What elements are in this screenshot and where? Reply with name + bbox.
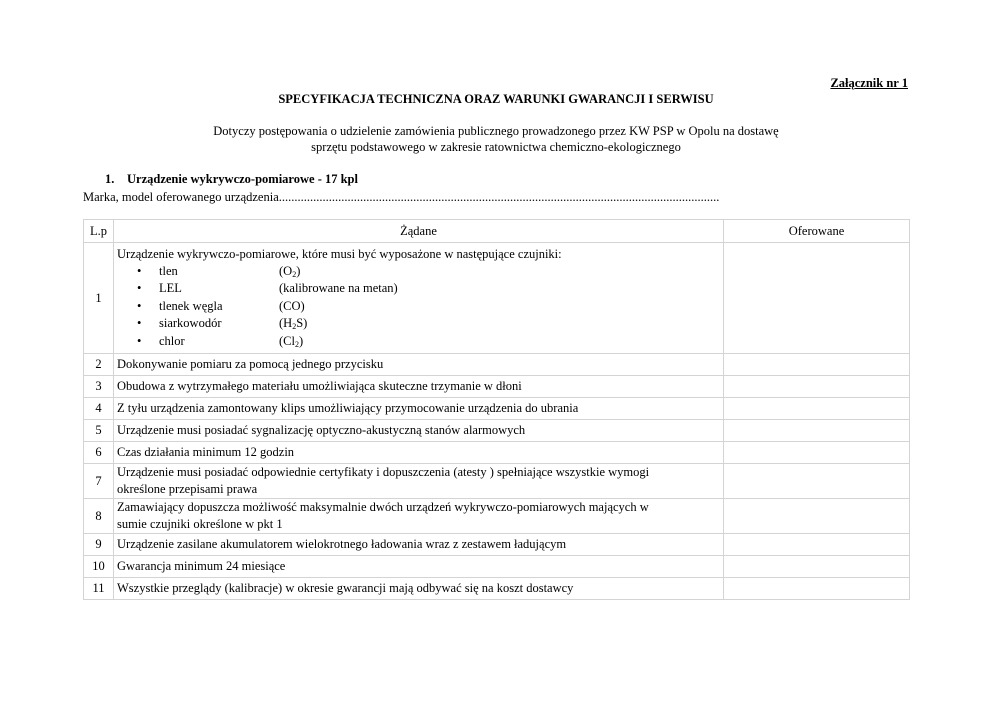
requirement-cell [114,499,724,534]
requirement-cell: Gwarancja minimum 24 miesiące [114,556,724,578]
table-row [84,464,910,499]
row-number: 3 [84,376,114,398]
offered-cell[interactable] [724,534,910,556]
offered-cell[interactable] [724,354,910,376]
section-number: 1. [105,172,115,186]
intro-line-1: Dotyczy postępowania o udzielenie zamówienia publicznego prowadzonego przez KW PSP w Opolu na dostawę [213,124,779,138]
offered-cell[interactable] [724,464,910,499]
annex-label: Załącznik nr 1 [830,76,908,90]
list-item: • LEL (kalibrowane na metan) [117,280,720,298]
requirement-cell [114,464,724,499]
requirement-cell: Urządzenie musi posiadać sygnalizację optyczno-akustyczną stanów alarmowych [114,420,724,442]
table-row [84,442,910,464]
table-row [84,420,910,442]
requirement-intro: Urządzenie wykrywczo-pomiarowe, które musi być wyposażone w następujące czujniki: [117,246,562,261]
list-item: • tlen $(O_2)$ [117,263,720,281]
requirement-cell [114,243,724,354]
intro-paragraph [0,123,992,155]
list-item: • tlenek węgla (CO) [117,298,720,316]
table-row [84,376,910,398]
table-row [84,578,910,600]
document-title: SPECYFIKACJA TECHNICZNA ORAZ WARUNKI GWARANCJI I SERWISU [278,92,714,106]
offered-cell[interactable] [724,442,910,464]
requirement-cell: Urządzenie zasilane akumulatorem wielokrotnego ładowania wraz z zestawem ładującym [114,534,724,556]
list-item: • chlor $(Cl_2)$ [117,333,720,351]
requirement-line-2: sumie czujniki określone w pkt 1 [117,517,283,531]
row-number: 9 [84,534,114,556]
offered-cell[interactable] [724,578,910,600]
requirement-cell: Z tyłu urządzenia zamontowany klips umożliwiający przymocowanie urządzenia do ubrania [114,398,724,420]
table-row [84,398,910,420]
table-header-row [84,220,910,243]
row-number: 11 [84,578,114,600]
specification-table [83,219,910,600]
requirement-line-2: określone przepisami prawa [117,482,258,496]
header-lp: L.p [84,220,114,243]
offered-cell[interactable] [724,398,910,420]
row-number: 6 [84,442,114,464]
table-row [84,243,910,354]
header-offered: Oferowane [724,220,910,243]
requirement-line-1: Zamawiający dopuszcza możliwość maksymalnie dwóch urządzeń wykrywczo-pomiarowych mających w [117,500,649,514]
requirement-line-1: Urządzenie musi posiadać odpowiednie certyfikaty i dopuszczenia (atesty ) spełniające wszystkie wymogi [117,465,650,479]
row-number: 1 [84,243,114,354]
requirement-cell: Czas działania minimum 12 godzin [114,442,724,464]
requirement-cell: Obudowa z wytrzymałego materiału umożliwiająca skuteczne trzymanie w dłoni [114,376,724,398]
section-title: Urządzenie wykrywczo-pomiarowe - 17 kpl [127,172,358,186]
offered-cell[interactable] [724,243,910,354]
row-number: 2 [84,354,114,376]
table-row [84,534,910,556]
row-number: 7 [84,464,114,499]
table-row [84,499,910,534]
table-row [84,354,910,376]
section-heading [105,172,358,187]
offered-cell[interactable] [724,376,910,398]
offered-cell[interactable] [724,420,910,442]
offered-cell[interactable] [724,556,910,578]
intro-line-2: sprzętu podstawowego w zakresie ratownictwa chemiczno-ekologicznego [311,140,681,154]
row-number: 5 [84,420,114,442]
sensor-list [117,263,720,351]
header-required: Żądane [114,220,724,243]
list-item: • siarkowodór $(H_2S)$ [117,315,720,333]
row-number: 4 [84,398,114,420]
row-number: 8 [84,499,114,534]
model-line: Marka, model oferowanego urządzenia............................................................................................................................................. [83,190,720,204]
requirement-cell: Wszystkie przeglądy (kalibracje) w okresie gwarancji mają odbywać się na koszt dostawcy [114,578,724,600]
row-number: 10 [84,556,114,578]
table-row [84,556,910,578]
requirement-cell: Dokonywanie pomiaru za pomocą jednego przycisku [114,354,724,376]
offered-cell[interactable] [724,499,910,534]
